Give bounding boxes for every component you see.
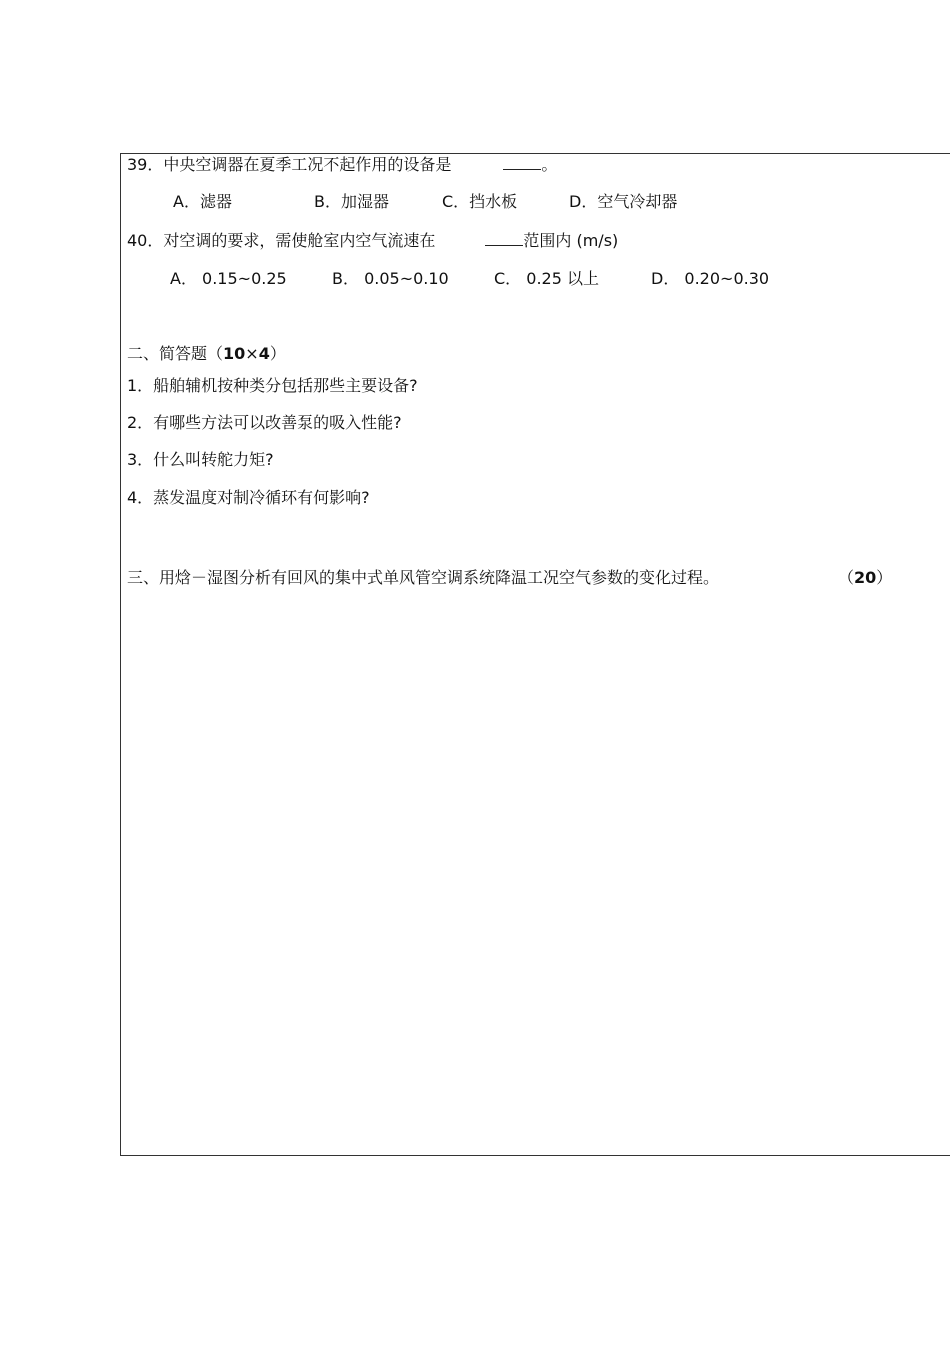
answer-frame [120, 153, 950, 1156]
section-3-score [838, 568, 892, 588]
option-b: B． 0.05~0.10 [332, 269, 449, 288]
section-title-close: ） [269, 344, 286, 363]
option-c: C．挡水板 [442, 192, 518, 211]
option-d: D．空气冷却器 [569, 192, 678, 211]
section-title: 二、简答题（ [127, 344, 224, 363]
question-40 [127, 231, 618, 251]
score-close: ） [876, 568, 893, 587]
question-39 [127, 155, 557, 175]
question-tail: 范围内 (m/s) [523, 231, 619, 250]
option-c: C． 0.25 以上 [494, 269, 599, 288]
question-text: 中央空调器在夏季工况不起作用的设备是 [163, 155, 452, 174]
section-3-question: 三、用焓－湿图分析有回风的集中式单风管空调系统降温工况空气参数的变化过程。 [127, 568, 720, 587]
score-value: 20 [854, 568, 877, 587]
score-open: （ [838, 568, 855, 587]
short-question-4: 4．蒸发温度对制冷循环有何影响? [127, 488, 370, 507]
score-points: 4 [258, 344, 270, 363]
answer-blank [503, 155, 541, 170]
section-2-heading [127, 344, 286, 364]
short-question-2: 2．有哪些方法可以改善泵的吸入性能? [127, 413, 402, 432]
option-b: B．加湿器 [314, 192, 389, 211]
question-text: 对空调的要求，需使舱室内空气流速在 [163, 231, 436, 250]
short-question-1: 1．船舶辅机按种类分包括那些主要设备? [127, 376, 418, 395]
answer-blank [485, 231, 523, 246]
option-a: A． 0.15~0.25 [170, 269, 287, 288]
question-number: 40． [127, 231, 164, 250]
score-count: 10 [223, 344, 246, 363]
option-a: A．滤器 [173, 192, 232, 211]
short-question-3: 3．什么叫转舵力矩? [127, 450, 274, 469]
question-number: 39． [127, 155, 164, 174]
option-d: D． 0.20~0.30 [651, 269, 770, 288]
question-tail: 。 [541, 155, 558, 174]
times-sign: × [245, 344, 259, 363]
